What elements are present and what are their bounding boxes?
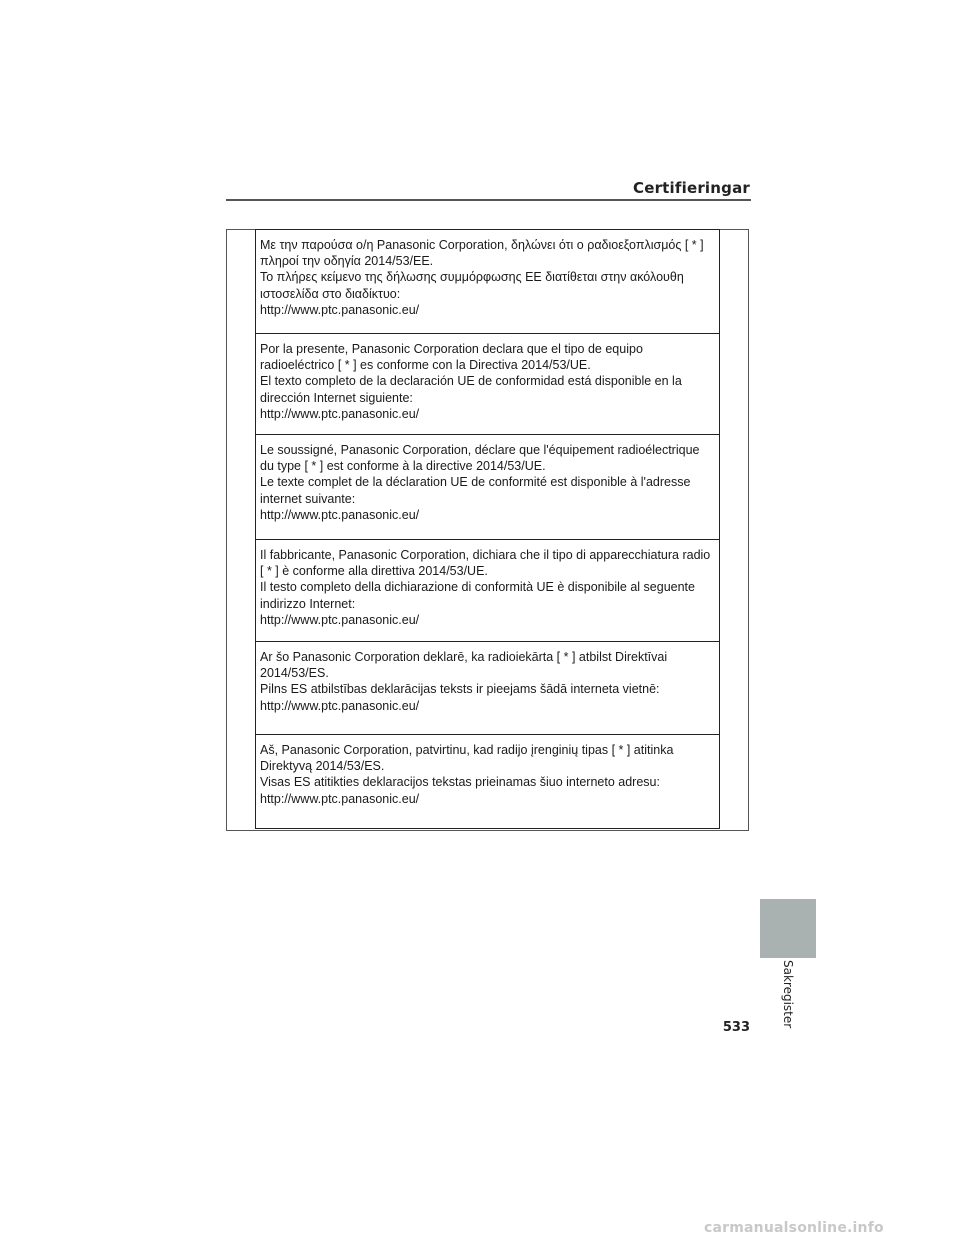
- declaration-line: Pilns ES atbilstības deklarācijas teksts ir pieejams šādā interneta vietnē:: [260, 682, 660, 697]
- declaration-line: du type [ * ] est conforme à la directive 2014/53/UE.: [260, 459, 546, 474]
- declarations-table: [255, 229, 720, 829]
- side-tab: [760, 899, 816, 958]
- declaration-line: dirección Internet siguiente:: [260, 390, 413, 405]
- declaration-line: Il testo completo della dichiarazione di conformità UE è disponibile al seguente: [260, 580, 695, 595]
- declaration-cell-it: [256, 540, 719, 642]
- section-title: Certifieringar: [632, 179, 750, 197]
- declaration-url: http://www.ptc.panasonic.eu/: [260, 791, 420, 806]
- side-tab-label: Sakregister: [781, 960, 795, 1029]
- declaration-line: Visas ES atitikties deklaracijos tekstas prieinamas šiuo interneto adresu:: [260, 775, 660, 790]
- declaration-line: Aš, Panasonic Corporation, patvirtinu, kad radijo įrenginių tipas [ * ] atitinka: [260, 743, 674, 757]
- declaration-cell-el: [256, 230, 719, 334]
- declaration-cell-lv: [256, 642, 719, 735]
- declaration-line: Il fabbricante, Panasonic Corporation, dichiara che il tipo di apparecchiatura radio: [260, 548, 711, 562]
- declaration-url: http://www.ptc.panasonic.eu/: [260, 698, 420, 713]
- declaration-url: http://www.ptc.panasonic.eu/: [260, 406, 420, 421]
- declaration-line: indirizzo Internet:: [260, 596, 356, 611]
- declaration-line: Direktyvą 2014/53/ES.: [260, 759, 385, 774]
- declaration-cell-lt: [256, 735, 719, 828]
- declaration-url: http://www.ptc.panasonic.eu/: [260, 612, 420, 627]
- watermark: carmanualsonline.info: [704, 1220, 884, 1236]
- declaration-cell-fr: [256, 435, 719, 540]
- declaration-cell-es: [256, 334, 719, 435]
- declaration-line: Το πλήρες κείμενο της δήλωσης συμμόρφωσης ΕΕ διατίθεται στην ακόλουθη: [260, 270, 684, 285]
- declaration-line: internet suivante:: [260, 491, 356, 506]
- declaration-line: Le soussigné, Panasonic Corporation, déclare que l'équipement radioélectrique: [260, 443, 700, 457]
- declaration-line: Με την παρούσα ο/η Panasonic Corporation, δηλώνει ότι ο ραδιοεξοπλισμός [ * ]: [260, 238, 704, 252]
- page-number: 533: [722, 1020, 750, 1035]
- declaration-line: Por la presente, Panasonic Corporation declara que el tipo de equipo: [260, 342, 643, 356]
- declaration-line: ιστοσελίδα στο διαδίκτυο:: [260, 286, 401, 301]
- declaration-line: 2014/53/ES.: [260, 666, 329, 681]
- declaration-line: Ar šo Panasonic Corporation deklarē, ka radioiekārta [ * ] atbilst Direktīvai: [260, 650, 668, 664]
- declaration-url: http://www.ptc.panasonic.eu/: [260, 507, 420, 522]
- declaration-line: Le texte complet de la déclaration UE de conformité est disponible à l'adresse: [260, 475, 691, 490]
- declaration-url: http://www.ptc.panasonic.eu/: [260, 302, 420, 317]
- declaration-line: radioeléctrico [ * ] es conforme con la Directiva 2014/53/UE.: [260, 358, 591, 373]
- declaration-line: πληροί την οδηγία 2014/53/ΕΕ.: [260, 254, 434, 269]
- declaration-line: El texto completo de la declaración UE de conformidad está disponible en la: [260, 374, 682, 389]
- declaration-line: [ * ] è conforme alla direttiva 2014/53/UE.: [260, 564, 488, 579]
- header-divider: [226, 199, 751, 201]
